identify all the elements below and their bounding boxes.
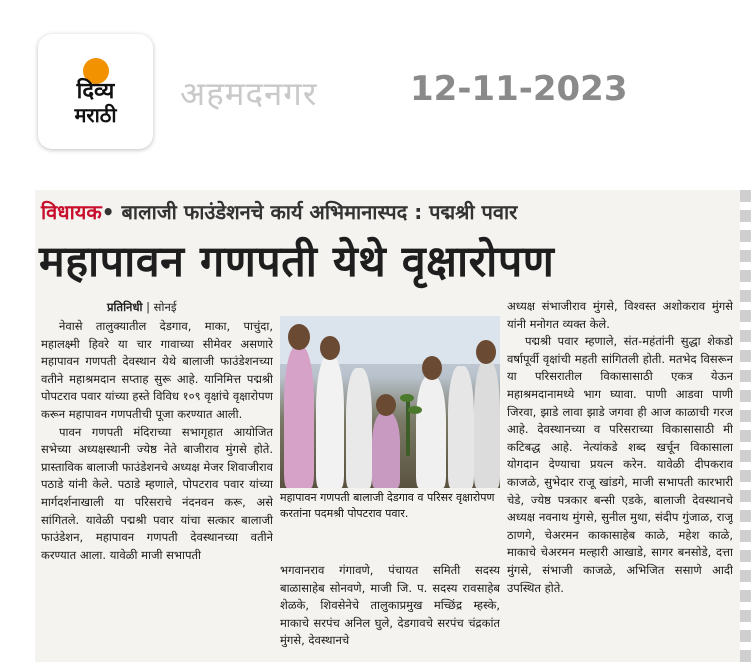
sapling-leaf xyxy=(408,406,422,414)
column2-paragraph: भगवानराव गंगावणे, पंचायत समिती सदस्य बाळासाहेब सोनवणे, माजी जि. प. सदस्य रावसाहेब शेळके, शिवसेनेचे तालुकाप्रमुख मच्छिंद्र म्हस्के, माकाचे सरपंच अनिल घुले, देडगावचे सरपंच चंद्रकांत मुंगसे, देवस्थानचे xyxy=(280,563,500,648)
byline xyxy=(107,300,176,315)
article-column-1 xyxy=(41,318,273,658)
photo-person xyxy=(416,376,446,488)
logo-line2: मराठी xyxy=(74,102,117,127)
photo-head xyxy=(376,394,396,416)
kicker-label: विधायक xyxy=(41,200,102,224)
photo-caption: महापावन गणपती बालाजी देडगाव व परिसर वृक्षारोपण करतांना पदमश्री पोपटराव पवार. xyxy=(280,490,500,522)
photo-person xyxy=(448,366,474,488)
kicker-text: • बालाजी फाउंडेशनचे कार्य अभिमानास्पद : पद्मश्री पवार xyxy=(101,200,518,224)
newspaper-clipping xyxy=(35,190,740,662)
photo-person xyxy=(372,412,400,488)
photo-person xyxy=(316,356,344,488)
photo-head xyxy=(320,336,340,360)
sapling xyxy=(406,396,410,456)
column1-paragraph-1: नेवासे तालुक्यातील देडगाव, माका, पाचुंदा, महालक्ष्मी हिवरे या चार गावाच्या सीमेवर असणारे महापावन गणपती देवस्थान येथे बालाजी फाउंडेशनच्या वतीने महाश्रमदान सप्ताह सुरू आहे. यानिमित्त पद्मश्री पोपटराव पवार यांच्या हस्ते विविध १०९ वृक्षांचे वृक्षारोपण करून महापावन गणपतीची पूजा करण्यात आली. xyxy=(41,319,273,421)
divya-marathi-logo xyxy=(38,34,153,149)
column1-paragraph-2: पावन गणपती मंदिराच्या सभागृहात आयोजित सभेच्या अध्यक्षस्थानी ज्येष्ठ नेते बाजीराव मुंगसे होते. प्रास्ताविक बालाजी फाउंडेशनचे अध्यक्ष मेजर शिवाजीराव पठाडे यांनी केले. पठाडे म्हणाले, पोपटराव पवार यांच्या मार्गदर्शनाखाली या परिसराचे नंदनवन करू, असे सांगितले. यावेळी पद्मश्री पवार यांचा सत्कार बालाजी फाउंडेशन, महापावन गणपती देवस्थानच्या वतीने करण्यात आला. यावेळी माजी सभापती xyxy=(41,424,273,562)
column3-paragraph-0: अध्यक्ष संभाजीराव मुंगसे, विश्वस्त अशोकराव मुंगसे यांनी मनोगत व्यक्त केले. xyxy=(507,299,733,331)
sapling-leaf xyxy=(400,394,414,402)
byline-place: | सोनई xyxy=(142,300,177,314)
column3-paragraph-1: पद्मश्री पवार म्हणाले, संत-महंतांनी सुद्धा शेकडो वर्षापूर्वी वृक्षांची महती सांगितली होती. मतभेद विसरून या परिसरातील विकासासाठी एकत्र येऊन महाश्रमदानामध्ये भाग घ्यावा. पाणी आडवा पाणी जिरवा, झाडे लावा झाडे जगवा ही आज काळाची गरज आहे. देवस्थानच्या व परिसराच्या विकासासाठी मी कटिबद्ध आहे. नेत्यांकडे शब्द खर्चून विकासाला योगदान देण्याचा प्रयत्न करेन. यावेळी दीपकराव काजळे, सुभेदार राजू खांडगे, माजी सभापती कारभारी चेडे, ज्येष्ठ पत्रकार बन्सी एडके, बालाजी देवस्थानचे अध्यक्ष नवनाथ मुंगसे, सुनील मुथा, संदीप गुंजाळ, राजू ठाणगे, चेअरमन काकासाहेब काळे, महेश काळे, माकाचे चेअरमन मल्हारी आखाडे, सागर बनसोडे, दत्ता मुंगसे, संभाजी काजळे, अभिजित ससाणे आदी उपस्थित होते. xyxy=(507,334,733,595)
photo-head xyxy=(476,340,496,364)
kicker-line xyxy=(41,198,517,225)
edition-city: अहमदनगर xyxy=(180,74,318,113)
article-column-3 xyxy=(507,298,733,658)
photo-person xyxy=(346,368,372,488)
photo-person xyxy=(474,360,500,488)
logo-line1: दिव्य xyxy=(76,78,115,104)
photo-person xyxy=(284,346,314,488)
article-column-2 xyxy=(280,562,500,658)
photo-sky xyxy=(280,316,500,364)
news-photo xyxy=(280,316,500,488)
edition-date: 12-11-2023 xyxy=(410,69,628,109)
photo-head xyxy=(288,324,310,350)
byline-author: प्रतिनिधी xyxy=(107,300,143,314)
photo-head xyxy=(422,356,442,380)
next-clipping-edge xyxy=(740,190,751,662)
headline: महापावन गणपती येथे वृक्षारोपण xyxy=(39,237,555,287)
